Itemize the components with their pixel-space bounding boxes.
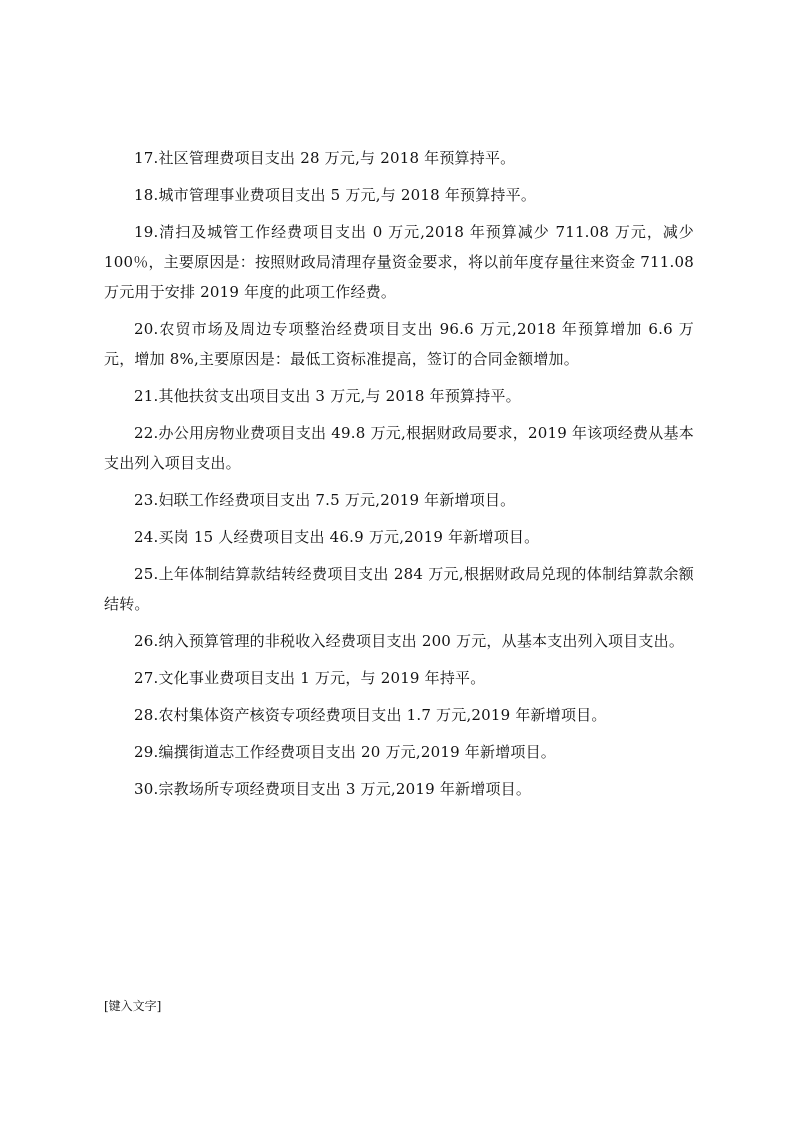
paragraph-25: 25.上年体制结算款结转经费项目支出 284 万元,根据财政局兑现的体制结算款余额结转。 <box>104 565 694 613</box>
footer-placeholder[interactable]: [键入文字] <box>104 999 162 1013</box>
paragraph-29: 29.编撰街道志工作经费项目支出 20 万元,2019 年新增项目。 <box>134 743 556 761</box>
document-body <box>104 143 694 811</box>
paragraph-17: 17.社区管理费项目支出 28 万元,与 2018 年预算持平。 <box>134 149 516 167</box>
paragraph-20: 20.农贸市场及周边专项整治经费项目支出 96.6 万元,2018 年预算增加 6.6 万元，增加 8%,主要原因是：最低工资标准提高，签订的合同金额增加。 <box>104 320 694 368</box>
paragraph-24: 24.买岗 15 人经费项目支出 46.9 万元,2019 年新增项目。 <box>134 528 540 546</box>
paragraph-19: 19.清扫及城管工作经费项目支出 0 万元,2018 年预算减少 711.08 万元，减少 100％，主要原因是：按照财政局清理存量资金要求，将以前年度存量往来资金 711.08 万元用于安排 2019 年度的此项工作经费。 <box>104 223 694 301</box>
paragraph-22: 22.办公用房物业费项目支出 49.8 万元,根据财政局要求，2019 年该项经费从基本支出列入项目支出。 <box>104 424 694 472</box>
paragraph-21: 21.其他扶贫支出项目支出 3 万元,与 2018 年预算持平。 <box>134 387 521 405</box>
paragraph-28: 28.农村集体资产核资专项经费项目支出 1.7 万元,2019 年新增项目。 <box>134 706 607 724</box>
paragraph-26: 26.纳入预算管理的非税收入经费项目支出 200 万元，从基本支出列入项目支出。 <box>134 632 685 650</box>
paragraph-18: 18.城市管理事业费项目支出 5 万元,与 2018 年预算持平。 <box>134 186 537 204</box>
paragraph-23: 23.妇联工作经费项目支出 7.5 万元,2019 年新增项目。 <box>134 491 516 509</box>
paragraph-27: 27.文化事业费项目支出 1 万元，与 2019 年持平。 <box>134 669 486 687</box>
paragraph-30: 30.宗教场所专项经费项目支出 3 万元,2019 年新增项目。 <box>134 780 532 798</box>
